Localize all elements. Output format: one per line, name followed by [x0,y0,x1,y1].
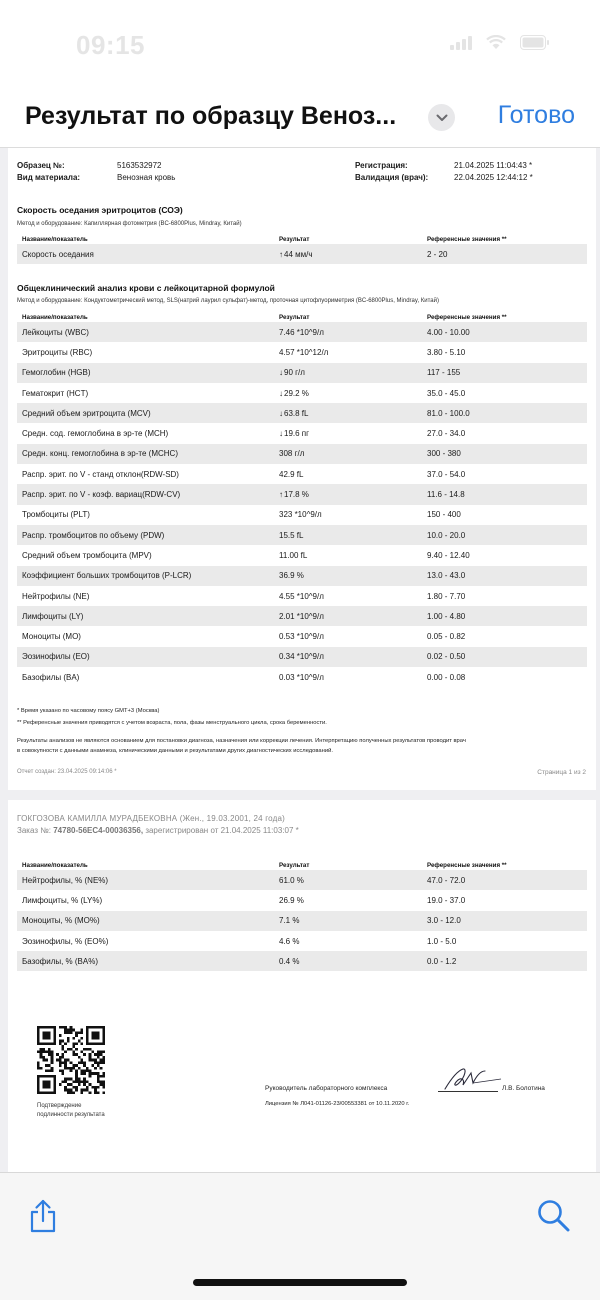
reference-range: 13.0 - 43.0 [422,566,587,586]
column-header: Название/показатель [22,313,88,321]
reference-range: 4.00 - 10.00 [422,322,587,342]
registration-value: 21.04.2025 11:04:43 * [454,161,533,170]
reference-range: 150 - 400 [427,510,461,520]
signatory-name: Л.В. Болотина [502,1085,545,1092]
test-result: 0.03 *10^9/л [279,672,324,682]
test-result-cell [274,606,422,626]
note-timezone: * Время указано по часовому поясу GMT+3 (Москва) [17,708,160,714]
share-icon[interactable] [28,1199,58,1233]
search-icon[interactable] [537,1199,571,1233]
reference-range: 0.00 - 0.08 [427,672,466,682]
status-icons [450,34,550,50]
material-value: Венозная кровь [117,173,176,182]
test-result: 19.6 пг [284,429,310,439]
test-result: 4.6 % [279,936,300,946]
order-suffix: зарегистрирован от 21.04.2025 11:03:07 * [143,826,299,835]
signature-icon [441,1065,503,1093]
reference-range: 9.40 - 12.40 [427,550,470,560]
test-result-cell [274,464,422,484]
page-number: Страница 1 из 2 [537,769,586,776]
test-result-cell [274,363,422,383]
test-result: 44 мм/ч [284,249,313,259]
arrow-down-icon: ↓ [279,388,283,398]
reference-range: 1.00 - 4.80 [422,606,587,626]
test-name: Средний объем тромбоцита (MPV) [22,550,152,560]
note-reference: ** Референсные значения приводятся с учетом возраста, пола, фазы менструального цикла, срока беременности. [17,720,327,726]
test-name: Эозинофилы (EO) [17,647,274,667]
test-result: 63.8 fL [284,408,309,418]
validation-value: 22.04.2025 12:44:12 * [454,173,533,182]
test-result-cell [274,444,422,464]
test-result: 7.46 *10^9/л [279,327,324,337]
test-name: Базофилы (BA) [22,672,80,682]
title-menu-button[interactable] [428,104,455,131]
test-result-cell [274,545,422,565]
reference-range: 19.0 - 37.0 [427,895,466,905]
reference-range: 3.0 - 12.0 [422,911,587,931]
test-result-cell [274,951,422,971]
table-row [17,870,587,890]
test-result-cell [274,911,422,931]
test-result: 26.9 % [279,895,304,905]
document-page-1 [8,148,596,790]
test-name: Нейтрофилы, % (NE%) [17,870,274,890]
registration-label: Регистрация: [355,161,408,170]
qr-code[interactable] [37,1026,105,1094]
order-number: 74780-56EC4-00036356, [53,826,144,835]
qr-caption [37,1102,105,1120]
test-result: 90 г/л [284,368,305,378]
test-result-cell [274,403,422,423]
column-header: Референсные значения ** [427,235,507,243]
test-name: Скорость оседания [17,244,274,264]
home-indicator[interactable] [193,1279,407,1286]
cbc-table-body [17,322,587,687]
table-row [17,647,587,667]
cbc-method: Метод и оборудование: Кондуктометрический метод, SLS(натрий лаурил сульфат)-метод, проточная цитофлуориметрия (BC-6800Plus, Mindray, Китай) [17,298,439,304]
test-result-cell [274,647,422,667]
note-disclaimer-1: Результаты анализов не являются основанием для постановки диагноза, назначения или коррекции лечения. Интерпретацию полученных результатов проводит врач [17,738,466,744]
license-text: Лицензия № Л041-01126-23/00553381 от 10.11.2020 г. [265,1101,410,1107]
status-time: 09:15 [76,30,145,60]
table-row [17,606,587,626]
test-result: 15.5 fL [279,530,304,540]
table-row [17,383,587,403]
reference-range: 81.0 - 100.0 [422,403,587,423]
table-row [17,484,587,504]
table-row [17,951,587,971]
reference-range: 0.0 - 1.2 [422,951,587,971]
reference-range: 11.6 - 14.8 [422,484,587,504]
table-row [17,586,587,606]
soe-table [17,234,587,264]
reference-range: 1.80 - 7.70 [427,591,466,601]
test-result: 323 *10^9/л [279,510,322,520]
reference-range: 3.80 - 5.10 [427,347,466,357]
signal-icon [450,34,472,50]
soe-method: Метод и оборудование: Капиллярная фотометрия (BC-6800Plus, Mindray, Китай) [17,221,242,227]
test-result-cell [274,525,422,545]
test-name: Распр. эрит. по V - станд отклон(RDW-SD) [22,469,179,479]
qr-caption-line-2: подлинности результата [37,1112,105,1118]
battery-icon [520,35,550,50]
test-result-cell [274,566,422,586]
nav-bar [0,90,600,148]
test-name: Коэффициент больших тромбоцитов (P-LCR) [17,566,274,586]
patient-info: ГОКГОЗОВА КАМИЛЛА МУРАДБЕКОВНА (Жен., 19.03.2001, 24 года) [17,814,286,823]
test-name: Средн. конц. гемоглобина в эр-те (MCHC) [17,444,274,464]
reference-range: 300 - 380 [422,444,587,464]
status-bar [0,0,600,90]
soe-table-body [17,244,587,264]
test-result-cell [274,322,422,342]
test-result-cell [274,890,422,910]
table-row [17,890,587,910]
table-row [17,667,587,687]
reference-range: 0.05 - 0.82 [427,632,466,642]
table-row [17,363,587,383]
test-result: 29.2 % [284,388,309,398]
report-created: Отчет создан: 23.04.2025 09:14:06 * [17,769,117,775]
table-row [17,342,587,362]
table-row [17,403,587,423]
test-result-cell [274,931,422,951]
test-name: Тромбоциты (PLT) [22,510,90,520]
arrow-down-icon: ↓ [279,368,283,378]
test-result: 4.57 *10^12/л [279,347,329,357]
table-row [17,566,587,586]
test-result-cell [274,626,422,646]
signatory-title: Руководитель лабораторного комплекса [265,1085,388,1092]
test-name: Эозинофилы, % (EO%) [22,936,109,946]
table-header [17,234,587,244]
test-name: Нейтрофилы (NE) [22,591,90,601]
test-result: 2.01 *10^9/л [279,611,324,621]
test-result: 308 г/л [279,449,305,459]
test-name: Моноциты, % (MO%) [17,911,274,931]
document-page-2 [8,800,596,1172]
test-result-cell [274,383,422,403]
reference-range: 47.0 - 72.0 [422,870,587,890]
validation-label: Валидация (врач): [355,173,429,182]
material-label: Вид материала: [17,173,81,182]
test-result-cell [274,342,422,362]
arrow-up-icon: ↑ [279,249,283,259]
test-result-cell [274,484,422,504]
test-result-cell [274,870,422,890]
column-header: Название/показатель [22,235,88,243]
test-result: 7.1 % [279,916,300,926]
test-name: Гематокрит (HCT) [22,388,89,398]
test-result: 11.00 fL [279,550,308,560]
column-header: Результат [279,313,310,321]
test-name: Лимфоциты, % (LY%) [22,895,103,905]
column-header: Референсные значения ** [427,313,507,321]
soe-section-title: Скорость оседания эритроцитов (СОЭ) [17,205,183,215]
table-row [17,525,587,545]
column-header: Референсные значения ** [427,861,507,869]
qr-caption-line-1: Подтверждение [37,1103,82,1109]
wifi-icon [486,35,506,50]
column-header: Результат [279,235,310,243]
table-header [17,860,587,870]
table-header [17,312,587,322]
column-header: Результат [279,861,310,869]
reference-range: 1.0 - 5.0 [427,936,457,946]
column-header: Название/показатель [22,861,88,869]
test-result: 61.0 % [279,875,304,885]
test-result: 0.4 % [279,956,300,966]
test-result: 17.8 % [284,490,309,500]
chevron-down-icon [436,114,448,122]
table-row [17,423,587,443]
table-row [17,626,587,646]
nav-title[interactable]: Результат по образцу Веноз... [25,102,397,130]
test-result: 36.9 % [279,571,304,581]
test-name: Лимфоциты (LY) [17,606,274,626]
reference-range: 0.02 - 0.50 [422,647,587,667]
test-result-cell [274,423,422,443]
test-result-cell [274,505,422,525]
reference-range: 10.0 - 20.0 [422,525,587,545]
table-row [17,244,587,264]
arrow-up-icon: ↑ [279,490,283,500]
table-row [17,322,587,342]
order-prefix: Заказ №: [17,826,54,835]
table-row [17,444,587,464]
test-name: Распр. тромбоцитов по объему (PDW) [17,525,274,545]
test-name: Распр. эрит. по V - коэф. вариац(RDW-CV) [17,484,274,504]
signature-line [438,1091,498,1092]
sample-value: 5163532972 [117,161,162,170]
test-result-cell [274,667,422,687]
table-row [17,545,587,565]
test-result: 0.53 *10^9/л [279,632,324,642]
cbc-section-title: Общеклинический анализ крови с лейкоцитарной формулой [17,283,275,293]
reference-range: 37.0 - 54.0 [427,469,466,479]
table-row [17,505,587,525]
differential-table [17,860,587,971]
note-disclaimer-2: в совокупности с данными анамнеза, клиническими данными и результатами других диагностических исследований. [17,748,333,754]
reference-range: 117 - 155 [422,363,587,383]
reference-range: 2 - 20 [422,244,587,264]
table-row [17,464,587,484]
test-name: Средн. сод. гемоглобина в эр-те (MCH) [22,429,169,439]
test-result-cell [274,586,422,606]
done-button[interactable]: Готово [497,101,575,129]
test-name: Базофилы, % (BA%) [17,951,274,971]
test-result: 42.9 fL [279,469,304,479]
reference-range: 35.0 - 45.0 [427,388,466,398]
test-name: Моноциты (MO) [22,632,81,642]
test-result-cell [274,244,422,264]
table-row [17,931,587,951]
test-name: Гемоглобин (HGB) [17,363,274,383]
sample-label: Образец №: [17,161,65,170]
cbc-table [17,312,587,687]
test-result: 4.55 *10^9/л [279,591,324,601]
order-info [17,826,299,835]
test-name: Средний объем эритроцита (MCV) [17,403,274,423]
reference-range: 27.0 - 34.0 [427,429,466,439]
test-name: Эритроциты (RBC) [22,347,93,357]
test-name: Лейкоциты (WBC) [17,322,274,342]
bottom-toolbar [0,1172,600,1300]
test-result: 0.34 *10^9/л [279,652,324,662]
arrow-down-icon: ↓ [279,429,283,439]
table-row [17,911,587,931]
differential-table-body [17,870,587,971]
arrow-down-icon: ↓ [279,408,283,418]
